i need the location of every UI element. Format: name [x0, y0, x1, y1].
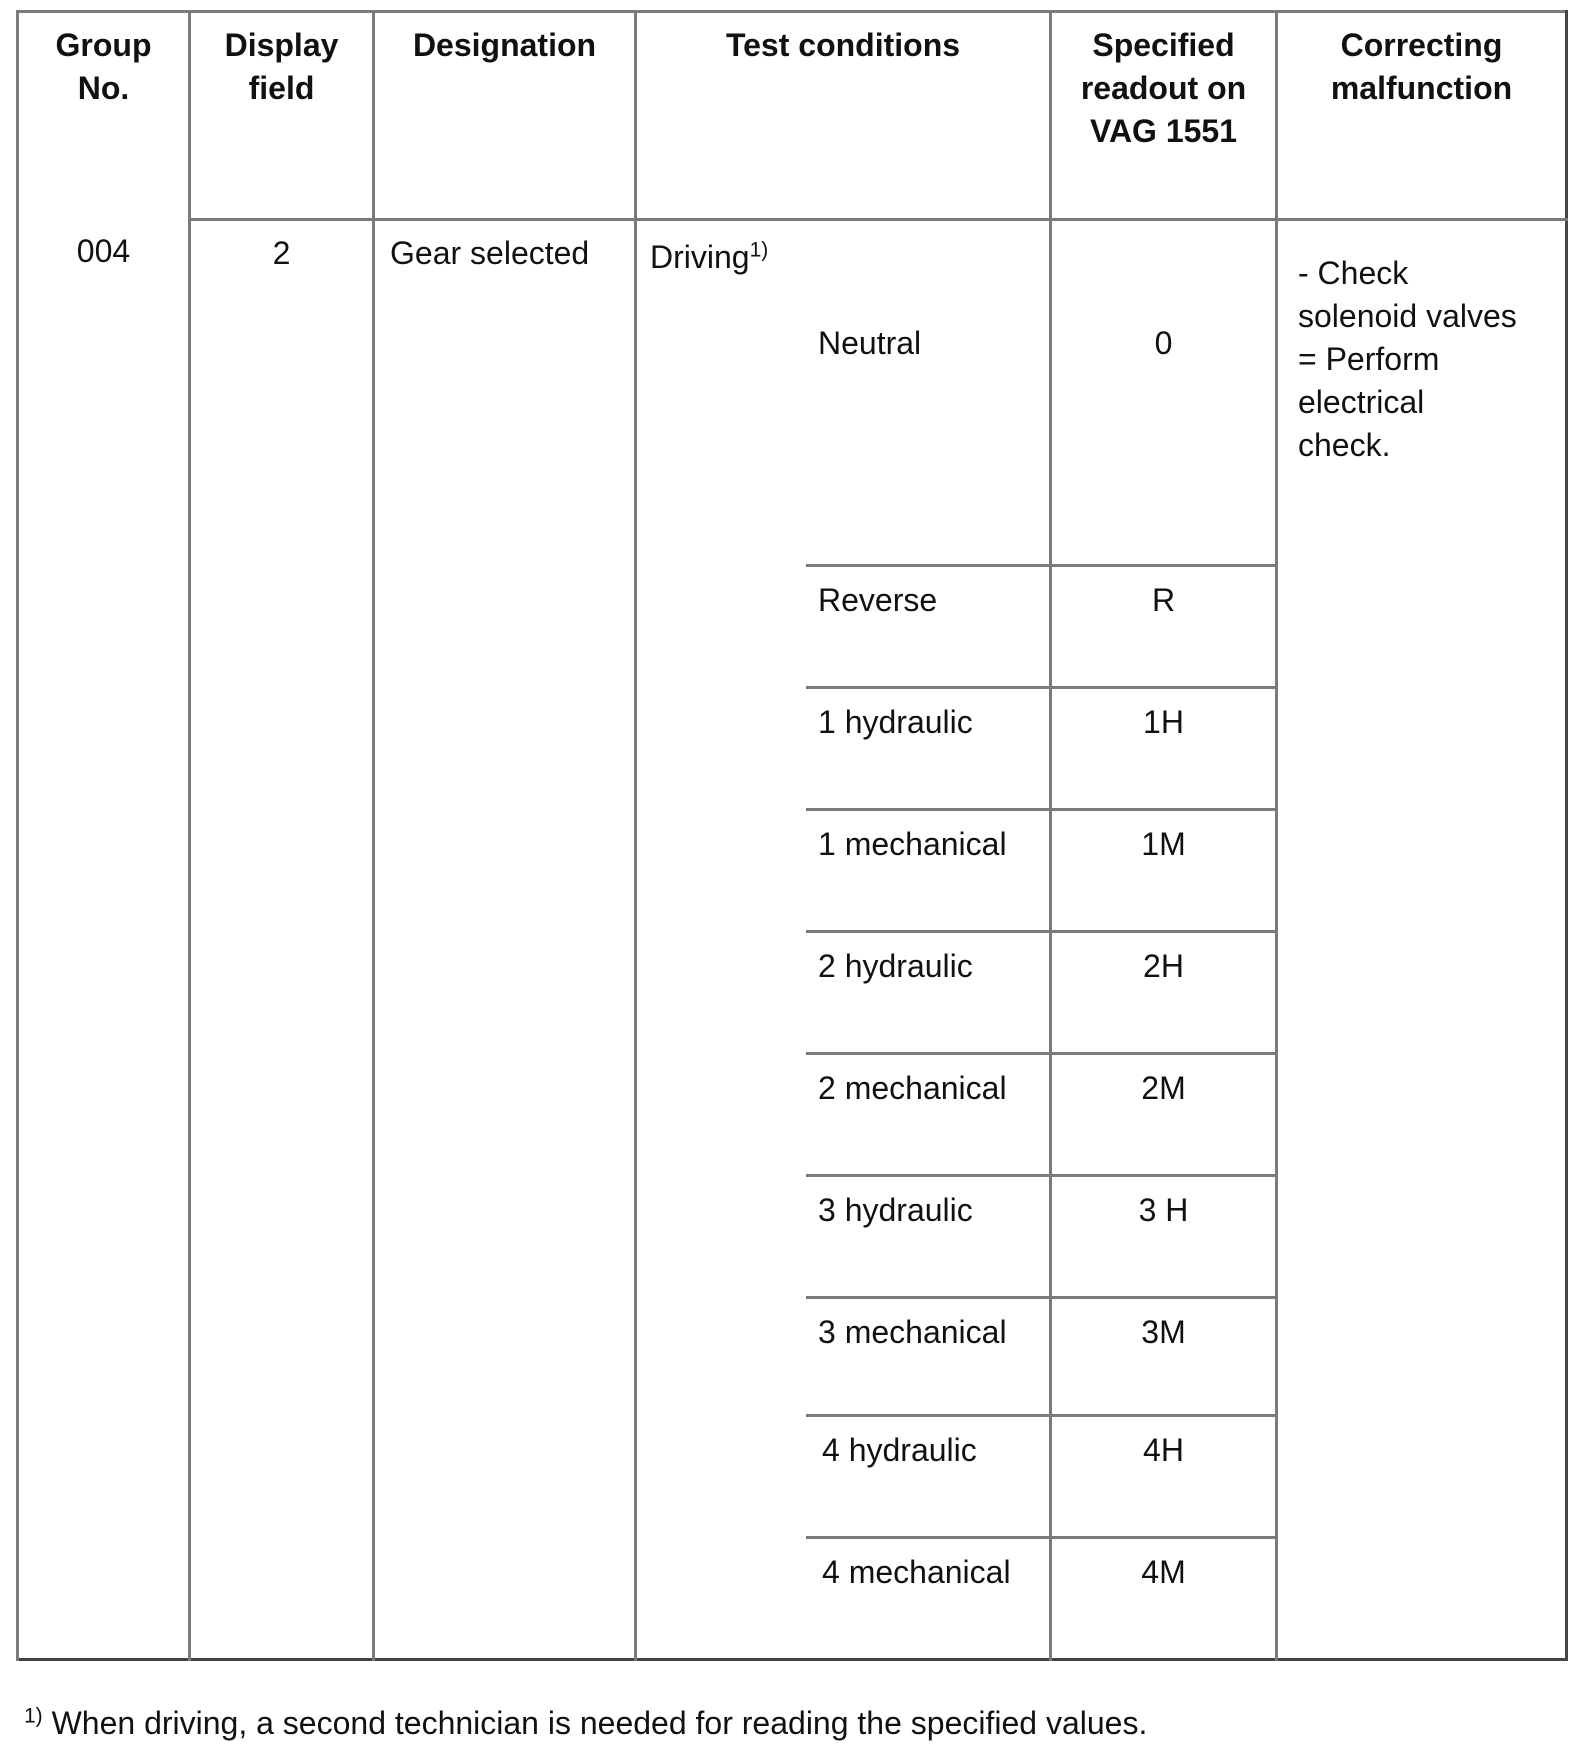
column-separator	[634, 10, 637, 1661]
gear-readout: 4H	[1143, 1432, 1184, 1468]
gear-row-divider	[806, 686, 1278, 689]
footnote-reference: 1)	[749, 238, 769, 262]
gear-row-divider	[806, 808, 1278, 811]
gear-condition: 1 mechanical	[818, 826, 1007, 862]
gear-readout: 0	[1154, 325, 1173, 361]
gear-row-divider	[806, 1414, 1278, 1417]
display-field-value: 2	[272, 235, 291, 271]
gear-condition: Reverse	[818, 582, 938, 618]
column-separator	[372, 10, 375, 1661]
gear-condition: 4 mechanical	[822, 1554, 1011, 1590]
footnote	[24, 1702, 1147, 1745]
gear-condition: Neutral	[818, 325, 922, 361]
table-top-border	[16, 10, 1568, 13]
header-specified-readout: Specified readout on VAG 1551	[1080, 27, 1247, 149]
designation-value: Gear selected	[390, 235, 590, 271]
gear-row-divider	[806, 930, 1278, 933]
gear-row-divider	[806, 1052, 1278, 1055]
footnote-text: When driving, a second technician is needed for reading the specified values.	[42, 1705, 1148, 1741]
footnote-marker: 1)	[24, 1704, 43, 1728]
gear-readout: R	[1151, 582, 1176, 618]
header-divider	[188, 218, 1568, 221]
gear-readout: 3 H	[1138, 1192, 1189, 1228]
header-correcting-malfunction: Correcting malfunction	[1330, 27, 1513, 106]
header-test-conditions: Test conditions	[725, 27, 961, 63]
gear-readout: 4M	[1141, 1554, 1186, 1590]
correcting-line: check.	[1298, 427, 1391, 463]
group-number: 004	[76, 233, 131, 269]
correcting-line: - Check	[1298, 255, 1409, 291]
gear-condition: 2 mechanical	[818, 1070, 1007, 1106]
gear-condition: 2 hydraulic	[818, 948, 973, 984]
gear-condition: 4 hydraulic	[822, 1432, 977, 1468]
header-display-field: Display field	[224, 27, 339, 106]
table-bottom-border	[16, 1658, 1568, 1661]
test-condition-label: Driving	[650, 239, 750, 275]
header-group-no: Group No.	[55, 27, 152, 106]
gear-readout: 2H	[1143, 948, 1184, 984]
gear-readout: 3M	[1141, 1314, 1186, 1350]
gear-readout: 1M	[1141, 826, 1186, 862]
gear-readout: 1H	[1143, 704, 1184, 740]
header-designation: Designation	[412, 27, 597, 63]
correcting-line: = Perform	[1298, 341, 1440, 377]
gear-condition: 3 hydraulic	[818, 1192, 973, 1228]
gear-row-divider	[806, 1536, 1278, 1539]
correcting-line: solenoid valves	[1298, 298, 1517, 334]
correcting-line: electrical	[1298, 384, 1425, 420]
gear-row-divider	[806, 1296, 1278, 1299]
gear-row-divider	[806, 1174, 1278, 1177]
gear-readout: 2M	[1141, 1070, 1186, 1106]
test-condition-driving	[650, 236, 768, 279]
gear-condition: 3 mechanical	[818, 1314, 1007, 1350]
gear-row-divider	[806, 564, 1278, 567]
gear-condition: 1 hydraulic	[818, 704, 973, 740]
table-right-border	[1565, 10, 1568, 1661]
